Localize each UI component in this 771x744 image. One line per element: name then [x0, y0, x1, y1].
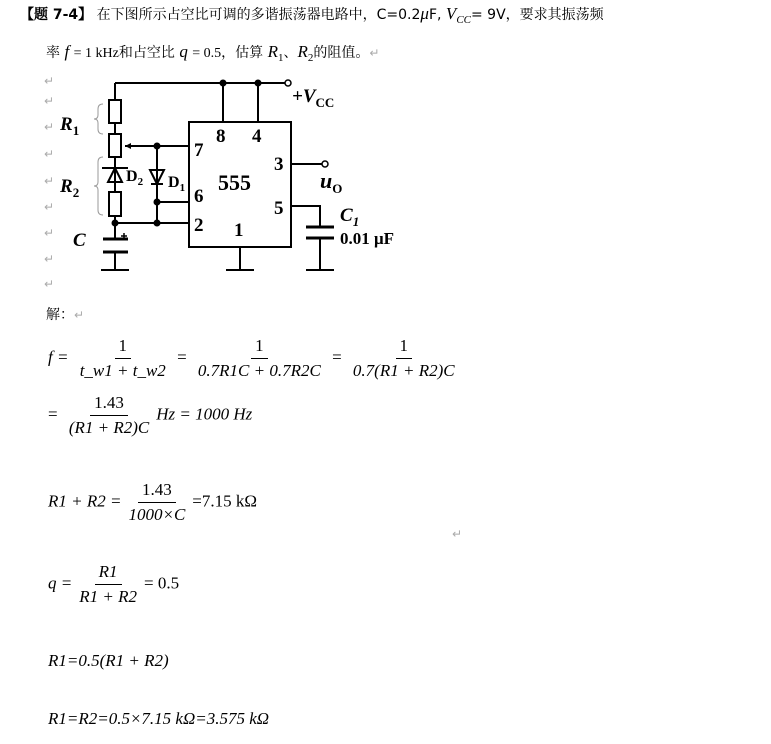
pin-3: 3 [274, 154, 284, 175]
resistor-r1 [109, 100, 121, 123]
equation-frequency-2: = $\frac{1.43}{(R1 + R2)C}$ Hz = 1000 Hz [48, 393, 253, 437]
chip-label: 555 [218, 170, 251, 195]
solution-label: 解：↵ [46, 307, 85, 323]
problem-tag: 【题 7-4】 [20, 7, 93, 23]
return-mark: ↵ [44, 120, 55, 134]
f-symbol: f [64, 42, 70, 61]
c1-value: 0.01 μF [340, 229, 395, 248]
r2-label: $R_2$ [60, 176, 80, 200]
equation-frequency: f = $\frac{1}{t\_w1 + t\_w2}$ = $\frac{1}{0.7R1C + 0.7R2C}$ = $\frac{1}{0.7(R1 + R2)C}$ [48, 336, 455, 380]
return-mark: ↵ [44, 277, 55, 291]
separator: 、 [283, 45, 298, 61]
return-mark: ↵ [44, 147, 55, 161]
equation-r1: R1=0.5(R1 + R2) [48, 651, 169, 670]
pin-6: 6 [194, 186, 204, 207]
pin-4: 4 [252, 126, 262, 147]
pin-2: 2 [194, 215, 204, 236]
return-mark: ↵ [44, 94, 55, 108]
output-terminal [322, 161, 328, 167]
return-mark: ↵ [369, 46, 380, 60]
r-symbol: R [267, 42, 279, 61]
equation-r1-plus-r2: R1 + R2 = $\frac{1.43}{1000\times C}$ =7.15 kΩ [48, 480, 258, 524]
c1-label: $C_1$ [340, 205, 360, 229]
return-mark: ↵ [452, 527, 463, 541]
problem-text: = 1 kHz和占空比 [73, 46, 175, 61]
problem-text: 的阻值。 [313, 45, 370, 61]
pin-8: 8 [216, 126, 226, 147]
problem-text: = 9V，要求其振荡频 [471, 7, 604, 23]
return-mark: ↵ [44, 252, 55, 266]
vcc-terminal [285, 80, 291, 86]
uo-label: $u_O$ [320, 168, 343, 196]
problem-text: 率 [46, 45, 60, 61]
problem-text: 在下图所示占空比可调的多谐振荡器电路中，C=0.2 [96, 7, 421, 23]
r-symbol: R [297, 42, 308, 61]
problem-text: F, [428, 7, 442, 23]
q-symbol: q [179, 42, 188, 61]
return-mark: ↵ [44, 226, 55, 240]
return-mark: ↵ [44, 200, 55, 214]
mu-symbol: μ [420, 4, 429, 23]
problem-text: = 0.5，估算 [192, 46, 264, 61]
return-mark: ↵ [44, 174, 55, 188]
d1-label: $D_1$ [168, 174, 186, 195]
potentiometer [109, 134, 121, 157]
c-label: C [73, 230, 86, 251]
equation-duty-cycle: q = $\frac{R1}{R1 + R2}$ = 0.5 [48, 562, 180, 606]
vcc-sub: CC [456, 13, 471, 26]
circuit-diagram [0, 0, 771, 300]
sub: 1 [278, 51, 284, 64]
capacitor-c [103, 239, 128, 252]
sub: 2 [307, 51, 314, 64]
resistor-r2 [109, 192, 121, 216]
return-mark: ↵ [44, 74, 55, 88]
pin-1: 1 [234, 220, 244, 241]
vcc-label: $+V_{CC}$ [292, 86, 335, 110]
pin-7: 7 [194, 140, 204, 161]
vcc-symbol: V [445, 4, 457, 23]
r1-label: $R_1$ [60, 114, 80, 138]
capacitor-c1 [306, 227, 334, 238]
d2-label: $D_2$ [126, 168, 144, 189]
equation-result: R1=R2=0.5×7.15 kΩ=3.575 kΩ [48, 709, 270, 728]
pin-5: 5 [274, 198, 284, 219]
